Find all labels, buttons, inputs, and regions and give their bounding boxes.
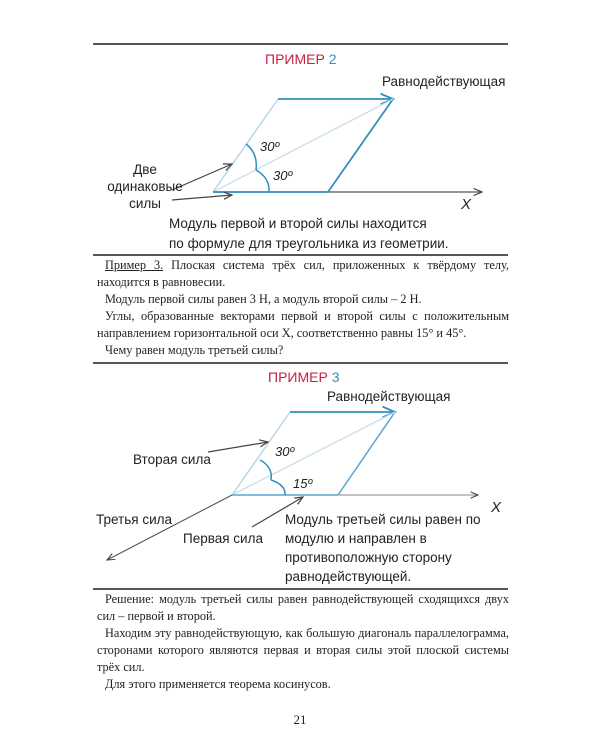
problem-paragraph: Углы, образованные векторами первой и второй силы с положительным направлением горизонтальной оси X, соответственно равны 15° и 45°.	[97, 309, 509, 340]
note-line: по формуле для треугольника из геометрии.	[169, 236, 449, 251]
label-line: силы	[129, 196, 161, 211]
title-word: ПРИМЕР	[268, 369, 328, 385]
solution-text	[97, 591, 509, 693]
angle-label-bottom: 15º	[293, 476, 313, 491]
title-number: 2	[328, 51, 337, 67]
note-line: равнодействующей.	[285, 569, 412, 584]
solution-paragraph: Для этого применяется теорема косинусов.	[105, 677, 331, 691]
first-force-label: Первая сила	[183, 531, 263, 546]
third-force-label: Третья сила	[96, 512, 173, 527]
page-number: 21	[293, 712, 307, 727]
angle-label-top: 30º	[275, 444, 295, 459]
resultant-label: Равнодействующая	[327, 389, 451, 404]
problem-text	[97, 257, 509, 359]
figure-note	[169, 214, 449, 254]
title-number: 3	[331, 369, 340, 385]
problem-question: Чему равен модуль третьей силы?	[105, 343, 284, 357]
figure-example-3	[93, 362, 508, 590]
note-line: модулю и направлен в	[285, 531, 427, 546]
angle-label-bottom: 30º	[273, 168, 293, 183]
pointer-arrow-second	[208, 442, 268, 452]
figure-title	[265, 51, 337, 67]
resultant-diagonal	[232, 412, 395, 495]
x-axis-label: X	[461, 196, 472, 213]
solution-paragraph: Решение: модуль третьей силы равен равнодействующей сходящихся двух сил – первой и второй.	[97, 592, 509, 623]
problem-paragraph	[97, 257, 509, 291]
angle-arc-bottom	[256, 170, 269, 192]
angle-label-top: 30º	[260, 139, 280, 154]
right-edge	[328, 99, 393, 192]
example-heading: Пример 3.	[105, 258, 164, 272]
label-line: Две	[133, 162, 157, 177]
figure-title	[268, 369, 340, 385]
resultant-label: Равнодействующая	[382, 74, 506, 89]
problem-paragraph: Модуль первой силы равен 3 Н, а модуль второй силы – 2 Н.	[105, 292, 422, 306]
second-force-label: Вторая сила	[133, 452, 211, 467]
angle-arc-top	[246, 144, 256, 170]
right-edge	[338, 412, 395, 495]
note-line: Модуль третьей силы равен по	[285, 512, 481, 527]
title-word: ПРИМЕР	[265, 51, 325, 67]
resultant-diagonal	[213, 99, 393, 192]
note-line: Модуль первой и второй силы находится	[169, 216, 427, 231]
label-line: одинаковые	[107, 179, 183, 194]
two-forces-label	[107, 161, 183, 212]
x-axis-label: X	[491, 499, 502, 516]
solution-paragraph: Находим эту равнодействующую, как большую диагональ параллелограмма, сторонами которого являются первая и вторая силы этой плоской системы трёх сил.	[97, 626, 509, 674]
angle-arc-top	[260, 460, 271, 480]
figure-example-2	[93, 43, 508, 256]
figure-note	[285, 510, 481, 586]
angle-arc-bottom	[271, 480, 285, 495]
note-line: противоположную сторону	[285, 550, 452, 565]
problem-statement: Плоская система трёх сил, приложенных к твёрдому телу, находится в равновесии.	[97, 258, 510, 289]
